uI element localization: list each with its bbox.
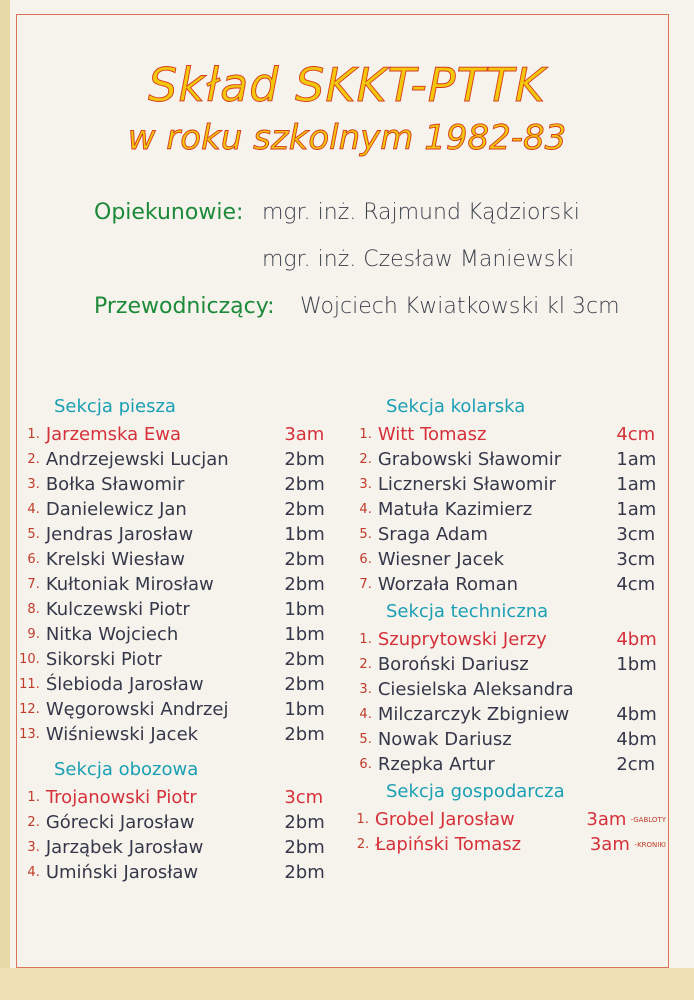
section-kolarska	[346, 392, 666, 597]
member-row	[14, 447, 334, 472]
member-name: Kulczewski Piotr	[45, 599, 190, 620]
member-name: Wiesner Jacek	[377, 549, 505, 570]
member-number: 1.	[359, 632, 372, 647]
member-class: 4bm	[616, 704, 657, 725]
member-row	[346, 677, 666, 702]
member-class: 2bm	[284, 499, 325, 520]
member-number: 13.	[19, 727, 40, 742]
member-name: Grobel Jarosław	[374, 809, 515, 830]
member-class: 1bm	[284, 599, 325, 620]
member-number: 2.	[359, 452, 372, 467]
section-title: Sekcja techniczna	[386, 601, 549, 622]
member-class: 3am	[589, 834, 630, 855]
member-class: 1bm	[284, 524, 325, 545]
member-note: -KRONIKI	[634, 840, 666, 849]
member-class: 2cm	[616, 754, 656, 775]
member-row	[14, 860, 334, 885]
member-number: 6.	[27, 552, 40, 567]
member-name: Wiśniewski Jacek	[45, 724, 199, 745]
section-title: Sekcja obozowa	[54, 759, 199, 780]
guardian-1: mgr. inż. Rajmund Kądziorski	[262, 200, 580, 225]
member-class: 3cm	[616, 524, 656, 545]
member-row	[14, 422, 334, 447]
section-title: Sekcja piesza	[54, 396, 176, 417]
member-row	[14, 647, 334, 672]
member-number: 9.	[27, 627, 40, 642]
member-class: 3cm	[616, 549, 656, 570]
member-number: 4.	[359, 707, 372, 722]
member-number: 4.	[27, 502, 40, 517]
member-name: Kułtoniak Mirosław	[45, 574, 214, 595]
member-class: 1bm	[284, 624, 325, 645]
member-row	[14, 522, 334, 547]
member-name: Sraga Adam	[377, 524, 488, 545]
member-row	[346, 472, 666, 497]
member-row	[346, 702, 666, 727]
member-row	[14, 622, 334, 647]
poster-title: Skład SKKT-PTTK	[148, 58, 546, 112]
member-class: 3am	[586, 809, 627, 830]
member-number: 1.	[359, 427, 372, 442]
member-class: 1bm	[616, 654, 657, 675]
member-class: 4bm	[616, 629, 657, 650]
member-class: 2bm	[284, 724, 325, 745]
member-row	[346, 652, 666, 677]
member-name: Umiński Jarosław	[45, 862, 199, 883]
member-name: Matuła Kazimierz	[377, 499, 533, 520]
member-row	[14, 597, 334, 622]
member-name: Jarząbek Jarosław	[45, 837, 204, 858]
member-class: 2bm	[284, 549, 325, 570]
member-class: 2bm	[284, 674, 325, 695]
member-name: Sikorski Piotr	[45, 649, 162, 670]
member-name: Jendras Jarosław	[45, 524, 194, 545]
member-row	[346, 807, 666, 832]
member-name: Nowak Dariusz	[377, 729, 512, 750]
member-name: Milczarczyk Zbigniew	[377, 704, 570, 725]
member-number: 7.	[359, 577, 372, 592]
member-class: 2bm	[284, 574, 325, 595]
member-row	[346, 497, 666, 522]
member-name: Łapiński Tomasz	[375, 834, 522, 855]
member-class: 3am	[284, 424, 325, 445]
member-note: -GABLOTY	[630, 815, 666, 824]
member-number: 3.	[27, 477, 40, 492]
member-row	[14, 572, 334, 597]
member-row	[346, 752, 666, 777]
member-number: 6.	[359, 552, 372, 567]
member-class: 1am	[616, 474, 657, 495]
section-title: Sekcja gospodarcza	[386, 781, 565, 802]
member-row	[346, 422, 666, 447]
member-row	[14, 497, 334, 522]
member-class: 4cm	[616, 574, 656, 595]
member-number: 2.	[356, 837, 370, 852]
member-class: 2bm	[284, 812, 325, 833]
member-class: 3cm	[284, 787, 324, 808]
member-class: 2bm	[284, 862, 325, 883]
member-number: 4.	[27, 865, 40, 880]
member-name: Krelski Wiesław	[45, 549, 185, 570]
member-number: 5.	[27, 527, 40, 542]
member-number: 2.	[359, 657, 372, 672]
guardian-2: mgr. inż. Czesław Maniewski	[262, 247, 575, 272]
member-name: Witt Tomasz	[377, 424, 487, 445]
member-name: Trojanowski Piotr	[45, 787, 197, 808]
member-name: Szuprytowski Jerzy	[377, 629, 547, 650]
member-number: 3.	[359, 477, 372, 492]
member-name: Nitka Wojciech	[45, 624, 179, 645]
member-name: Danielewicz Jan	[45, 499, 187, 520]
member-row	[346, 547, 666, 572]
member-row	[346, 447, 666, 472]
member-number: 8.	[27, 602, 40, 617]
member-number: 7.	[27, 577, 40, 592]
member-name: Licznerski Sławomir	[377, 474, 556, 495]
poster-subtitle: w roku szkolnym 1982-83	[127, 118, 567, 158]
member-class: 2bm	[284, 837, 325, 858]
member-name: Rzepka Artur	[377, 754, 495, 775]
member-row	[346, 727, 666, 752]
member-number: 3.	[27, 840, 40, 855]
member-row	[346, 627, 666, 652]
member-row	[14, 722, 334, 747]
member-number: 11.	[19, 677, 40, 692]
section-obozowa	[14, 755, 334, 885]
member-row	[14, 547, 334, 572]
member-number: 4.	[359, 502, 372, 517]
member-class: 1am	[616, 499, 657, 520]
member-class: 1am	[616, 449, 657, 470]
member-name: Górecki Jarosław	[45, 812, 195, 833]
section-title: Sekcja kolarska	[386, 396, 526, 417]
member-name: Węgorowski Andrzej	[45, 699, 229, 720]
member-number: 2.	[27, 452, 40, 467]
member-number: 6.	[359, 757, 372, 772]
member-row	[14, 835, 334, 860]
section-techniczna	[346, 597, 666, 777]
section-gospodarcza	[346, 777, 666, 857]
member-row	[346, 572, 666, 597]
member-row	[14, 785, 334, 810]
member-name: Jarzemska Ewa	[45, 424, 181, 445]
paper-edge-bottom	[0, 968, 694, 1000]
section-piesza	[14, 392, 334, 747]
member-name: Andrzejewski Lucjan	[45, 449, 229, 470]
member-class: 4bm	[616, 729, 657, 750]
member-number: 5.	[359, 732, 372, 747]
right-column	[346, 392, 666, 857]
member-name: Boroński Dariusz	[377, 654, 529, 675]
chair-name: Wojciech Kwiatkowski kl 3cm	[300, 294, 620, 319]
member-row	[346, 832, 666, 857]
member-row	[14, 810, 334, 835]
member-name: Ciesielska Aleksandra	[377, 679, 574, 700]
left-column	[14, 392, 334, 885]
member-number: 1.	[356, 812, 369, 827]
member-class: 2bm	[284, 649, 325, 670]
member-number: 1.	[27, 427, 40, 442]
member-class: 4cm	[616, 424, 656, 445]
member-class: 2bm	[284, 449, 325, 470]
member-name: Worzała Roman	[377, 574, 519, 595]
member-number: 10.	[19, 652, 40, 667]
member-row	[14, 472, 334, 497]
chair-label: Przewodniczący:	[94, 294, 275, 319]
member-name: Bołka Sławomir	[45, 474, 185, 495]
member-name: Grabowski Sławomir	[377, 449, 562, 470]
guardians-label: Opiekunowie:	[94, 200, 244, 225]
member-row	[346, 522, 666, 547]
member-number: 2.	[27, 815, 40, 830]
member-name: Ślebioda Jarosław	[45, 674, 204, 695]
member-class: 2bm	[284, 474, 325, 495]
member-row	[14, 672, 334, 697]
member-number: 5.	[359, 527, 372, 542]
member-number: 12.	[19, 702, 40, 717]
member-number: 3.	[359, 682, 372, 697]
member-number: 1.	[27, 790, 40, 805]
member-row	[14, 697, 334, 722]
member-class: 1bm	[284, 699, 325, 720]
